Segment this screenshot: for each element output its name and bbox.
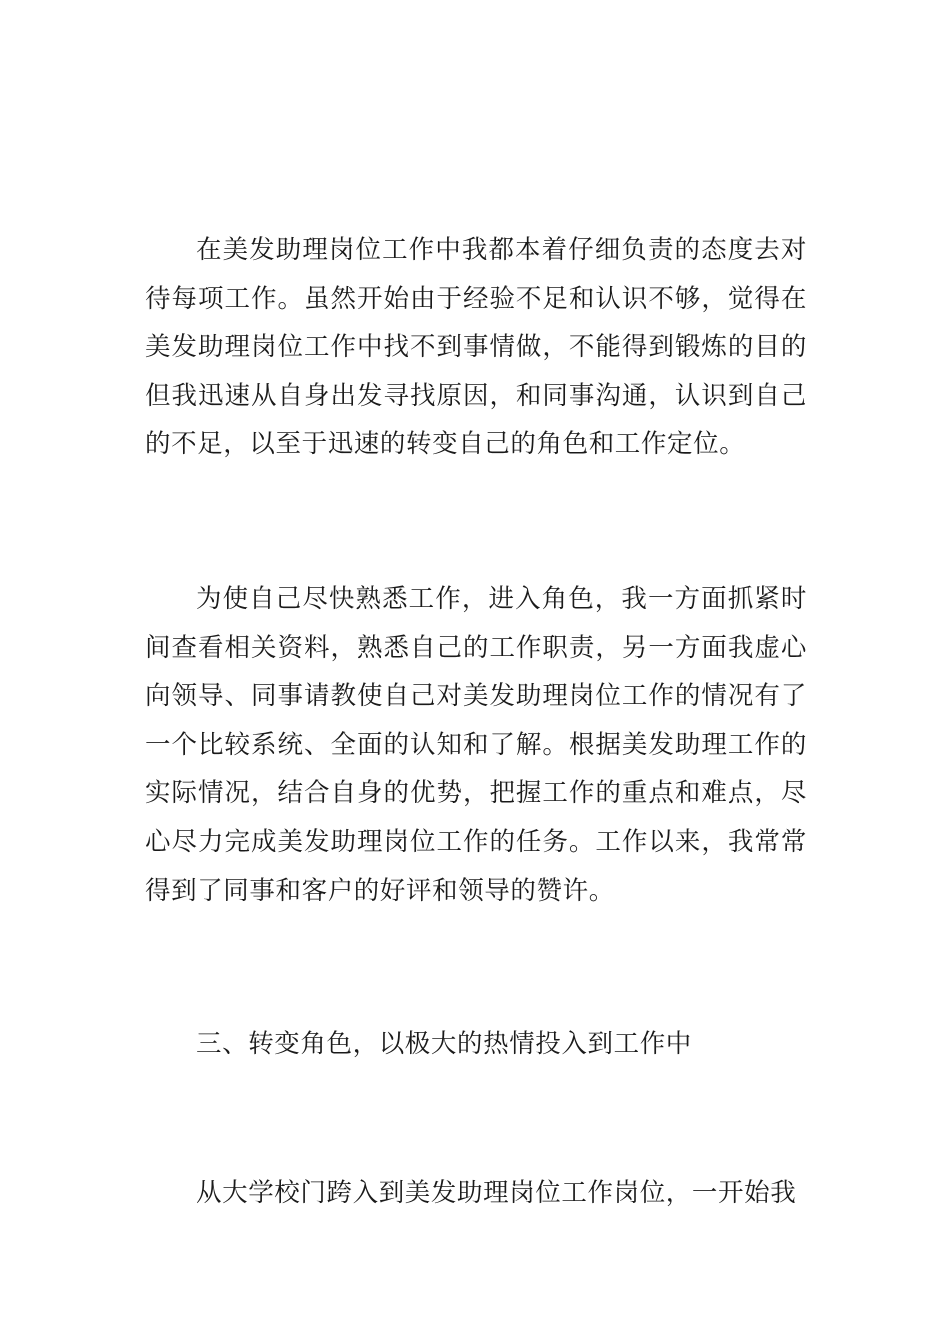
paragraph-from-university: 从大学校门跨入到美发助理岗位工作岗位，一开始我 [196,1178,797,1208]
paragraph-self-reflection: 在美发助理岗位工作中我都本着仔细负责的态度去对待每项工作。虽然开始由于经验不足和认识不够，觉得在美发助理岗位工作中找不到事情做，不能得到锻炼的目的但我迅速从自身出发寻找原因，和同事沟通，认识到自己的不足，以至于迅速的转变自己的角色和工作定位。 [145,235,807,460]
section-heading-change-role: 三、转变角色，以极大的热情投入到工作中 [196,1029,692,1059]
paragraph-familiarize-work: 为使自己尽快熟悉工作，进入角色，我一方面抓紧时间查看相关资料，熟悉自己的工作职责，另一方面我虚心向领导、同事请教使自己对美发助理岗位工作的情况有了一个比较系统、全面的认知和了解。根据美发助理工作的实际情况，结合自身的优势，把握工作的重点和难点，尽心尽力完成美发助理岗位工作的任务。工作以来，我常常得到了同事和客户的好评和领导的赞许。 [145,584,807,906]
